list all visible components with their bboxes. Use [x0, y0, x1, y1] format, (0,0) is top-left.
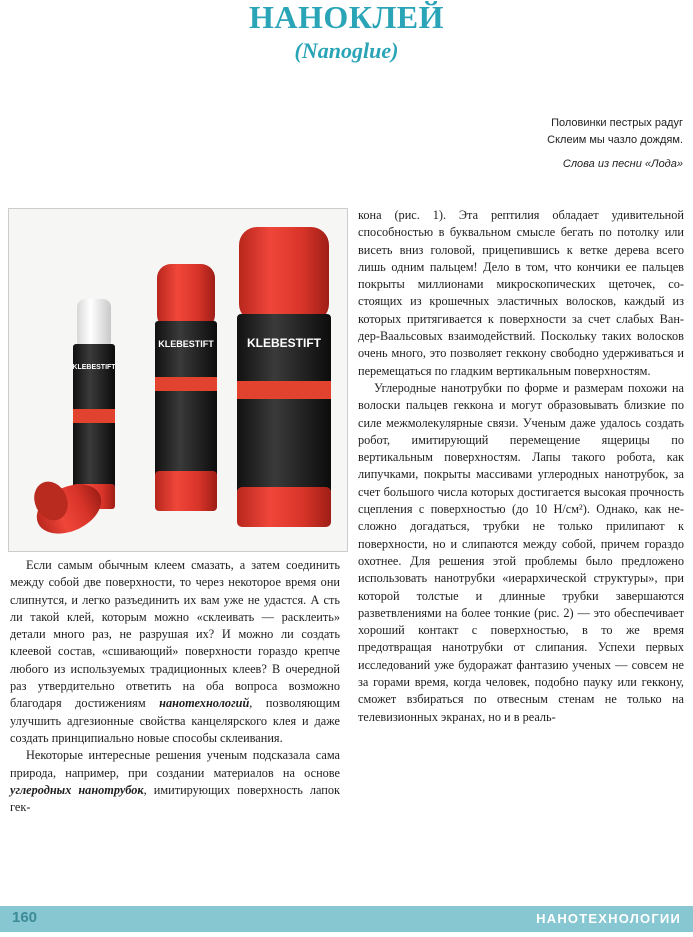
epigraph	[547, 115, 683, 173]
glue-sticks-photo	[8, 208, 348, 552]
epigraph-source: Слова из песни «Лода»	[562, 158, 683, 170]
large-stick-cap	[239, 227, 329, 322]
page-number: 160	[12, 909, 38, 926]
right-column	[358, 207, 684, 726]
text-run: , позволяющим улучшить адгезионные свойства канцелярского клея и даже создать принципиально новые способы склеивания.	[10, 696, 340, 745]
paragraph	[10, 747, 340, 816]
running-head: НАНОТЕХНОЛОГИИ	[536, 911, 681, 926]
emphasis: углеродных нанотрубок	[10, 782, 144, 797]
epigraph-line-1: Половинки пестрых радуг	[551, 117, 683, 129]
left-column	[10, 557, 340, 816]
text-run: , имитирующих поверхность лапок гек-	[10, 782, 340, 815]
large-stick-label: KLEBESTIFT	[247, 336, 321, 350]
emphasis: нанотехнологий	[159, 696, 250, 711]
epigraph-line-2: Склеим мы чазло дождям.	[547, 134, 683, 146]
article-subtitle: (Nanoglue)	[294, 38, 399, 63]
small-stick-label: KLEBESTIFT	[72, 364, 116, 371]
glue-sticks-illustration	[9, 209, 347, 551]
middle-stick-cap	[157, 264, 215, 329]
middle-stick-label: KLEBESTIFT	[158, 339, 214, 349]
paragraph	[10, 557, 340, 747]
paragraph: Углеродные нанотрубки по форме и размерам похожи на волоски пальцев геккона и могут образовывать близкие по силе межмолекулярные связи. Ученым даже удалось создать робот, имитирующий перемещение ящерицы по вертикальным поверхностям. Лапы такого робота, как липучками, покрыты массивами углеродных нанотрубок, за счет большого числа которых достигается высокая прочность сцепления с поверхностью (до 10 Н/см²). Однако, как несложно догадаться, трубки не только прилипают к поверхности, но и слипаются между собой, причем гораздо охотнее. Для решения этой проблемы было предложено использовать нанотрубки «иерархической структуры», при которой толстые и длинные трубки завершаются разветвлениями на более тонкие (рис. 2) — это обеспечивает хороший контакт с поверхностью, в то же время предотвращая нанотрубки от слипания. Успехи первых исследований уже будоражат фантазию ученых — совсем не за горами время, когда человек, подобно пауку или геккону, сможет взбираться по отвесным стенам не только на телевизионных экранах, но и в реаль-	[358, 380, 684, 724]
article-title: НАНОКЛЕЙ	[248, 0, 445, 35]
paragraph: кона (рис. 1). Эта рептилия обладает удивительной способностью в буквальном смысле бегать по потолку или висеть вниз головой, прицепившись к ветке дерева всего лишь одним пальцем! Дело в том, что кончики ее пальцев покрыты миллионами микроскопических щеточек, состоящих из крошечных эластичных волосков, каждый из которых притягивается к поверхности за счет слабых Ван-дер-Ваальсовых взаимодействий. Поскольку таких волосков очень много, это позволяет геккону свободно удерживаться и перемещаться по гладким вертикальным поверхностям.	[358, 208, 684, 378]
small-stick-band	[73, 409, 115, 423]
small-stick-cap-white	[77, 299, 111, 349]
text-run: Некоторые интересные решения ученым подсказала сама природа, например, при создании материалов на основе	[10, 748, 340, 780]
text-run: Если самым обычным клеем смазать, а затем соединить между собой две поверхности, то через некоторое время они слипнутся, и легко разъединить их вам уже не удастся. А сть ли такой клей, которым можно «склеивать — расклеить» детали много раз, не разрушая их? И можно ли создать клеевой состав, «сшивающий» поверхности гораздо крепче любого из используемых традиционных клеев? В очередной раз утвердительно ответить на оба вопроса возможно благодаря достижениям	[10, 558, 340, 711]
middle-stick-band	[155, 377, 217, 391]
middle-stick-base	[155, 471, 217, 511]
large-stick-band	[237, 381, 331, 399]
page-footer	[0, 906, 693, 932]
large-stick-base	[237, 487, 331, 527]
